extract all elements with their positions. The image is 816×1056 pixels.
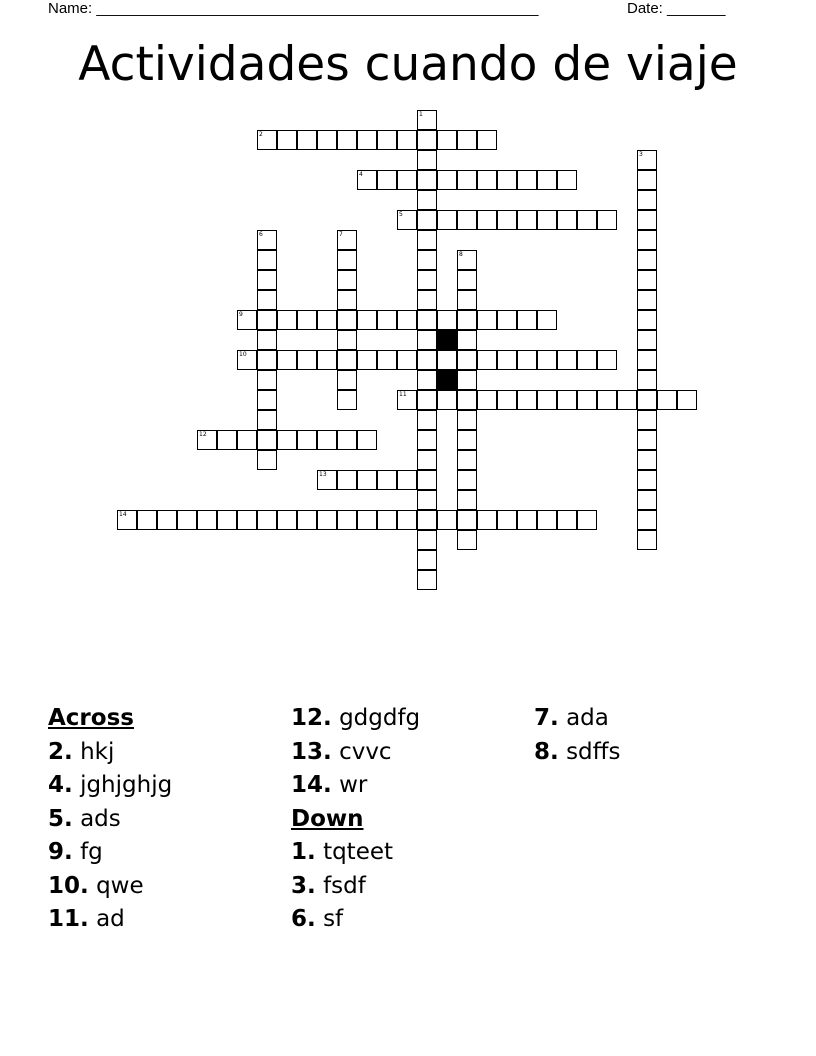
grid-cell[interactable] — [337, 470, 357, 490]
grid-cell[interactable] — [397, 170, 417, 190]
grid-cell[interactable] — [217, 510, 237, 530]
clue-item: 4. jghjghjg — [48, 772, 173, 798]
grid-cell[interactable] — [417, 470, 437, 490]
grid-cell[interactable] — [457, 470, 477, 490]
grid-cell[interactable] — [637, 530, 657, 550]
grid-cell[interactable] — [657, 390, 677, 410]
grid-cell[interactable] — [557, 210, 577, 230]
clue-item: 10. qwe — [48, 872, 144, 899]
grid-cell[interactable] — [257, 330, 277, 350]
grid-cell[interactable] — [297, 130, 317, 150]
grid-cell[interactable] — [637, 310, 657, 330]
grid-cell[interactable] — [337, 370, 357, 390]
grid-cell[interactable] — [377, 510, 397, 530]
grid-cell[interactable] — [597, 390, 617, 410]
grid-cell[interactable] — [597, 210, 617, 230]
grid-cell[interactable] — [417, 450, 437, 470]
grid-cell[interactable] — [637, 210, 657, 230]
grid-cell[interactable] — [637, 390, 657, 410]
grid-cell[interactable] — [497, 310, 517, 330]
grid-cell[interactable] — [357, 470, 377, 490]
grid-cell[interactable] — [137, 510, 157, 530]
grid-cell[interactable] — [237, 310, 257, 330]
clue-number: 7 — [339, 231, 343, 238]
grid-cell[interactable] — [357, 510, 377, 530]
grid-cell[interactable] — [257, 350, 277, 370]
grid-cell[interactable] — [637, 250, 657, 270]
grid-cell[interactable] — [197, 430, 217, 450]
grid-cell[interactable] — [517, 510, 537, 530]
grid-cell[interactable] — [497, 390, 517, 410]
grid-cell[interactable] — [257, 290, 277, 310]
across-heading: Across — [48, 705, 134, 731]
grid-cell[interactable] — [257, 270, 277, 290]
clue-number: 4 — [359, 171, 363, 178]
grid-cell[interactable] — [457, 430, 477, 450]
grid-cell[interactable] — [457, 170, 477, 190]
grid-cell[interactable] — [317, 510, 337, 530]
grid-cell[interactable] — [637, 470, 657, 490]
name-field-label: Name: _____________________________________________________ — [48, 0, 539, 17]
grid-cell[interactable] — [497, 350, 517, 370]
grid-cell[interactable] — [477, 170, 497, 190]
block-cell — [437, 330, 457, 350]
grid-cell[interactable] — [277, 510, 297, 530]
clue-item: 3. fsdf — [291, 872, 366, 899]
grid-cell[interactable] — [637, 490, 657, 510]
grid-cell[interactable] — [417, 190, 437, 210]
grid-cell[interactable] — [637, 370, 657, 390]
clue-item: 7. ada — [534, 705, 609, 731]
grid-cell[interactable] — [457, 390, 477, 410]
clue-number: 13 — [319, 471, 327, 478]
clue-number: 9 — [239, 311, 243, 318]
grid-cell[interactable] — [517, 310, 537, 330]
grid-cell[interactable] — [537, 350, 557, 370]
grid-cell[interactable] — [637, 270, 657, 290]
grid-cell[interactable] — [457, 490, 477, 510]
grid-cell[interactable] — [317, 430, 337, 450]
grid-cell[interactable] — [457, 350, 477, 370]
grid-cell[interactable] — [437, 510, 457, 530]
clue-number: 6 — [259, 231, 263, 238]
grid-cell[interactable] — [457, 270, 477, 290]
grid-cell[interactable] — [417, 570, 437, 590]
grid-cell[interactable] — [257, 250, 277, 270]
grid-cell[interactable] — [537, 390, 557, 410]
grid-cell[interactable] — [557, 170, 577, 190]
grid-cell[interactable] — [357, 310, 377, 330]
grid-cell[interactable] — [577, 350, 597, 370]
grid-cell[interactable] — [597, 350, 617, 370]
clue-item: 5. ads — [48, 805, 121, 832]
grid-cell[interactable] — [637, 230, 657, 250]
grid-cell[interactable] — [337, 430, 357, 450]
clue-item: 14. wr — [291, 772, 368, 798]
clue-item: 1. tqteet — [291, 839, 394, 865]
grid-cell[interactable] — [377, 130, 397, 150]
grid-cell[interactable] — [557, 350, 577, 370]
grid-cell[interactable] — [557, 510, 577, 530]
grid-cell[interactable] — [257, 430, 277, 450]
grid-cell[interactable] — [297, 430, 317, 450]
grid-cell[interactable] — [417, 110, 437, 130]
grid-cell[interactable] — [457, 370, 477, 390]
grid-cell[interactable] — [457, 210, 477, 230]
grid-cell[interactable] — [377, 470, 397, 490]
grid-cell[interactable] — [257, 390, 277, 410]
grid-cell[interactable] — [477, 510, 497, 530]
grid-cell[interactable] — [417, 270, 437, 290]
grid-cell[interactable] — [417, 430, 437, 450]
grid-cell[interactable] — [417, 330, 437, 350]
clue-item: 9. fg — [48, 839, 103, 865]
grid-cell[interactable] — [437, 130, 457, 150]
grid-cell[interactable] — [637, 510, 657, 530]
grid-cell[interactable] — [637, 330, 657, 350]
grid-cell[interactable] — [457, 410, 477, 430]
grid-cell[interactable] — [417, 510, 437, 530]
grid-cell[interactable] — [337, 390, 357, 410]
grid-cell[interactable] — [457, 290, 477, 310]
grid-cell[interactable] — [417, 150, 437, 170]
clue-column-3 — [534, 702, 620, 769]
grid-cell[interactable] — [417, 350, 437, 370]
clue-column-1 — [48, 702, 172, 937]
grid-cell[interactable] — [457, 250, 477, 270]
grid-cell[interactable] — [577, 210, 597, 230]
grid-cell[interactable] — [317, 130, 337, 150]
grid-cell[interactable] — [437, 170, 457, 190]
grid-cell[interactable] — [477, 390, 497, 410]
grid-cell[interactable] — [317, 310, 337, 330]
grid-cell[interactable] — [477, 350, 497, 370]
clue-column-2 — [291, 702, 420, 937]
grid-cell[interactable] — [417, 250, 437, 270]
grid-cell[interactable] — [537, 510, 557, 530]
grid-cell[interactable] — [297, 350, 317, 370]
grid-cell[interactable] — [637, 430, 657, 450]
grid-cell[interactable] — [297, 510, 317, 530]
grid-cell[interactable] — [637, 170, 657, 190]
grid-cell[interactable] — [557, 390, 577, 410]
grid-cell[interactable] — [337, 330, 357, 350]
grid-cell[interactable] — [177, 510, 197, 530]
grid-cell[interactable] — [417, 390, 437, 410]
grid-cell[interactable] — [237, 430, 257, 450]
grid-cell[interactable] — [257, 370, 277, 390]
grid-cell[interactable] — [397, 350, 417, 370]
down-heading: Down — [291, 805, 364, 832]
grid-cell[interactable] — [457, 130, 477, 150]
grid-cell[interactable] — [517, 170, 537, 190]
clue-item: 13. cvvc — [291, 738, 392, 765]
grid-cell[interactable] — [277, 130, 297, 150]
grid-cell[interactable] — [417, 210, 437, 230]
clue-item: 11. ad — [48, 906, 125, 932]
grid-cell[interactable] — [617, 390, 637, 410]
grid-cell[interactable] — [517, 390, 537, 410]
grid-cell[interactable] — [517, 350, 537, 370]
page-title: Actividades cuando de viaje — [78, 37, 738, 92]
clue-item: 12. gdgdfg — [291, 705, 421, 731]
grid-cell[interactable] — [537, 210, 557, 230]
grid-cell[interactable] — [337, 290, 357, 310]
grid-cell[interactable] — [337, 250, 357, 270]
grid-cell[interactable] — [257, 410, 277, 430]
grid-cell[interactable] — [577, 390, 597, 410]
grid-cell[interactable] — [337, 510, 357, 530]
grid-cell[interactable] — [637, 410, 657, 430]
grid-cell[interactable] — [497, 210, 517, 230]
clue-number: 14 — [119, 511, 127, 518]
grid-cell[interactable] — [457, 530, 477, 550]
block-cell — [437, 370, 457, 390]
grid-cell[interactable] — [417, 170, 437, 190]
grid-cell[interactable] — [277, 310, 297, 330]
grid-cell[interactable] — [637, 450, 657, 470]
grid-cell[interactable] — [417, 370, 437, 390]
clue-number: 2 — [259, 131, 263, 138]
grid-cell[interactable] — [117, 510, 137, 530]
grid-cell[interactable] — [337, 350, 357, 370]
grid-cell[interactable] — [457, 450, 477, 470]
grid-cell[interactable] — [417, 290, 437, 310]
grid-cell[interactable] — [297, 310, 317, 330]
clue-number: 10 — [239, 351, 247, 358]
grid-cell[interactable] — [417, 130, 437, 150]
grid-cell[interactable] — [637, 150, 657, 170]
grid-cell[interactable] — [397, 470, 417, 490]
grid-cell[interactable] — [377, 350, 397, 370]
date-field-label: Date: _______ — [627, 0, 726, 17]
grid-cell[interactable] — [317, 350, 337, 370]
grid-cell[interactable] — [257, 230, 277, 250]
grid-cell[interactable] — [497, 170, 517, 190]
grid-cell[interactable] — [277, 350, 297, 370]
grid-cell[interactable] — [257, 450, 277, 470]
grid-cell[interactable] — [337, 270, 357, 290]
grid-cell[interactable] — [537, 310, 557, 330]
grid-cell[interactable] — [257, 510, 277, 530]
grid-cell[interactable] — [437, 210, 457, 230]
grid-cell[interactable] — [337, 310, 357, 330]
clue-number: 11 — [399, 391, 407, 398]
grid-cell[interactable] — [397, 210, 417, 230]
grid-cell[interactable] — [357, 130, 377, 150]
grid-cell[interactable] — [397, 510, 417, 530]
grid-cell[interactable] — [357, 430, 377, 450]
grid-cell[interactable] — [677, 390, 697, 410]
clue-item: 6. sf — [291, 906, 344, 932]
grid-cell[interactable] — [377, 170, 397, 190]
grid-cell[interactable] — [357, 170, 377, 190]
grid-cell[interactable] — [477, 130, 497, 150]
grid-cell[interactable] — [217, 430, 237, 450]
grid-cell[interactable] — [237, 510, 257, 530]
grid-cell[interactable] — [157, 510, 177, 530]
grid-cell[interactable] — [437, 350, 457, 370]
grid-cell[interactable] — [477, 210, 497, 230]
clue-number: 3 — [639, 151, 643, 158]
grid-cell[interactable] — [457, 330, 477, 350]
grid-cell[interactable] — [577, 510, 597, 530]
grid-cell[interactable] — [337, 130, 357, 150]
grid-cell[interactable] — [497, 510, 517, 530]
grid-cell[interactable] — [417, 230, 437, 250]
grid-cell[interactable] — [357, 350, 377, 370]
clue-number: 5 — [399, 211, 403, 218]
grid-cell[interactable] — [637, 350, 657, 370]
grid-cell[interactable] — [397, 310, 417, 330]
grid-cell[interactable] — [537, 170, 557, 190]
grid-cell[interactable] — [257, 310, 277, 330]
clue-number: 8 — [459, 251, 463, 258]
grid-cell[interactable] — [417, 550, 437, 570]
grid-cell[interactable] — [237, 350, 257, 370]
grid-cell[interactable] — [517, 210, 537, 230]
grid-cell[interactable] — [457, 510, 477, 530]
grid-cell[interactable] — [437, 390, 457, 410]
clue-number: 12 — [199, 431, 207, 438]
grid-cell[interactable] — [417, 530, 437, 550]
grid-cell[interactable] — [337, 230, 357, 250]
grid-cell[interactable] — [417, 490, 437, 510]
grid-cell[interactable] — [457, 310, 477, 330]
clue-item: 8. sdffs — [534, 738, 621, 765]
clue-item: 2. hkj — [48, 738, 115, 765]
grid-cell[interactable] — [197, 510, 217, 530]
grid-cell[interactable] — [317, 470, 337, 490]
grid-cell[interactable] — [377, 310, 397, 330]
clue-number: 1 — [419, 111, 423, 118]
grid-cell[interactable] — [257, 130, 277, 150]
grid-cell[interactable] — [417, 410, 437, 430]
grid-cell[interactable] — [277, 430, 297, 450]
grid-cell[interactable] — [437, 310, 457, 330]
grid-cell[interactable] — [417, 310, 437, 330]
grid-cell[interactable] — [477, 310, 497, 330]
grid-cell[interactable] — [637, 290, 657, 310]
grid-cell[interactable] — [397, 390, 417, 410]
grid-cell[interactable] — [397, 130, 417, 150]
grid-cell[interactable] — [637, 190, 657, 210]
